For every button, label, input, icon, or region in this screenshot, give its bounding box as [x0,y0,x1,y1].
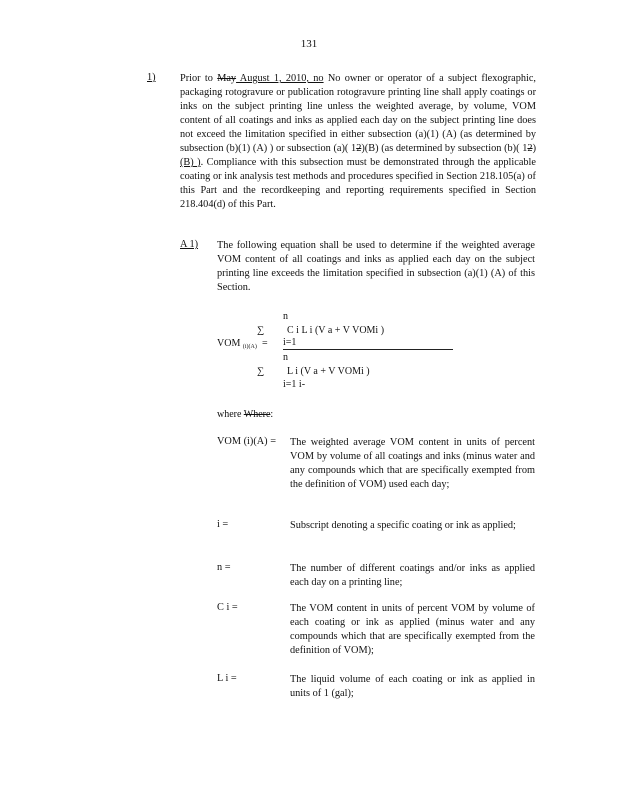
eq-denominator: L i (V a + V VOMi ) [287,366,370,377]
def-label: C i = [217,602,238,613]
def-text: Subscript denoting a specific coating or ink as applied; [290,520,516,531]
eq-lhs-text: VOM [217,338,241,349]
def-label: n = [217,562,231,573]
eq-n-top: n [283,311,288,322]
sum-symbol-top: ∑ [257,325,265,336]
inserted-text: August 1, 2010, no [236,73,324,84]
def-text: The liquid volume of each coating or ink as applied in units of 1 (gal); [290,674,535,699]
def-text: The number of different coatings and/or inks as applied each day on a printing line; [290,563,535,588]
where-struck: Where [243,409,271,420]
def-text: The VOM content in units of percent VOM by volume of each coating or ink as applied (minus water and any compounds which that are specifically exempted from the definition of VOM); [290,603,535,656]
struck-text: May [217,73,237,84]
eq-i-top: i=1 [283,337,297,348]
subparagraph-marker: A 1) [180,239,199,250]
struck-text: 2 [356,143,362,154]
eq-numerator: C i L i (V a + V VOMi ) [287,325,385,336]
eq-equals: = [262,338,268,349]
page-number: 131 [300,38,318,50]
sum-symbol-bottom: ∑ [257,366,265,377]
where-colon: : [270,409,274,420]
def-text: The weighted average VOM content in units of percent VOM by volume of all coatings and inks (minus water and any compounds which that are specifically exempted from the definition of VOM) used each day; [290,437,535,490]
paragraph-text-f: . Compliance with this subsection must be demonstrated through the applicable coating or ink analysis test methods and procedures specified in Section 218.105(a) of this Part and the recordkeeping and reporting requirements specified in Section 218.404(d) of this Part. [180,157,536,210]
eq-lhs-sub: (i)(A) [242,344,257,350]
where-text: where [217,409,244,420]
eq-i-bot: i=1 i- [283,379,306,390]
def-label: i = [217,519,229,530]
paragraph-text-c: No owner or operator of a subject flexographic, packaging rotogravure or publication rotogravure printing line shall apply coatings or inks on the subject printing line unless the weighted average, by volume, VOM content of all coatings and inks as applied each day on the subject printing line does not exceed the limitation specified in either subsection (a)(1) (A) (as determined by subsection (b)(1) (A) ) or subsection (a)( 1 [180,73,536,154]
inserted-text: (B) ) [180,157,201,168]
paragraph-text-e: ) [532,143,536,154]
eq-lhs [217,338,257,349]
eq-n-bot: n [283,352,288,363]
fraction-line [283,349,453,350]
paragraph-text-d: )(B) (as determined by subsection (b)( 1 [361,143,528,154]
def-label: VOM (i)(A) = [217,436,276,447]
paragraph-marker: 1) [147,72,156,83]
paragraph-body [180,72,536,212]
struck-text: 2 [527,143,533,154]
subparagraph-body: The following equation shall be used to determine if the weighted average VOM content of all coatings and inks as applied each day on the subject printing line exceeds the limitation specified in subsection (a)(1) (A) of this Section. [217,240,535,293]
where-label [217,409,273,420]
paragraph-text-a: Prior to [180,73,218,84]
def-label: L i = [217,673,237,684]
